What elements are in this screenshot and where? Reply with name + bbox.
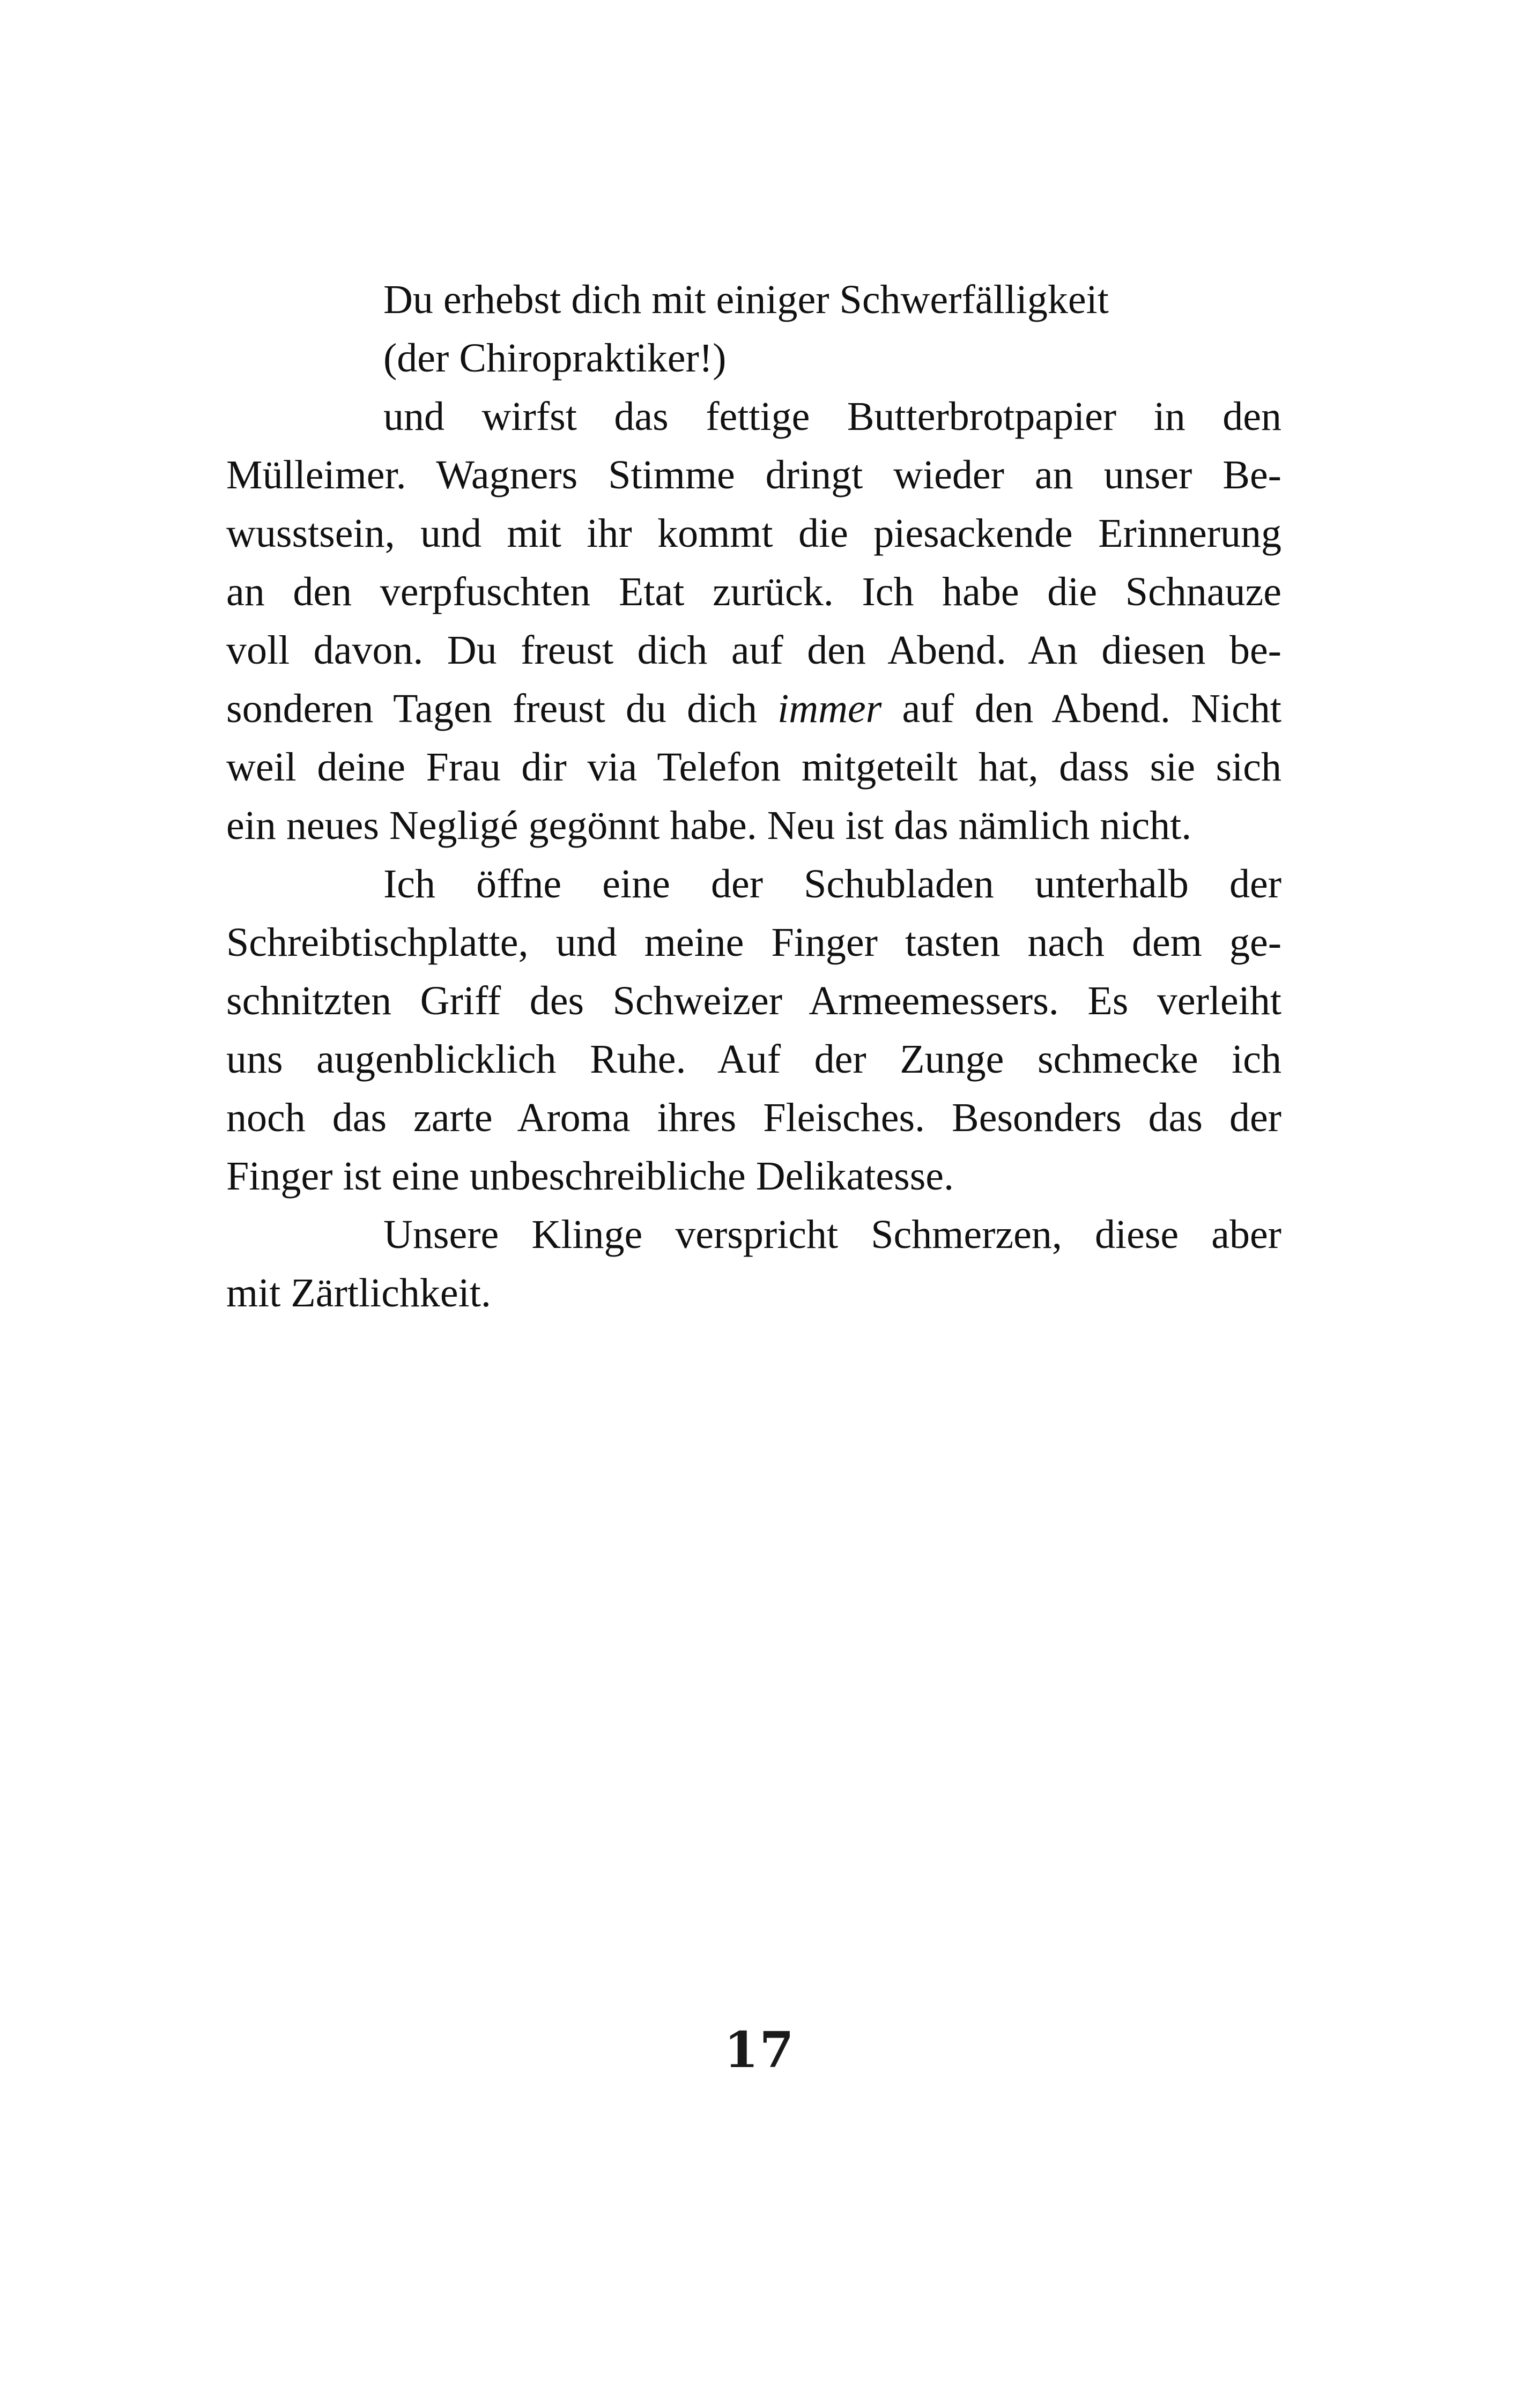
- text-line: ein neues Negligé gegönnt habe. Neu ist das nämlich nicht.: [226, 803, 1192, 848]
- text-line: Finger ist eine unbeschreibliche Delikatesse.: [226, 1154, 954, 1199]
- text-segment: auf den Abend. Nicht: [881, 686, 1281, 731]
- text-line: noch das zarte Aroma ihres Fleisches. Besonders das der: [226, 1095, 1281, 1140]
- text-line: wusstsein, und mit ihr kommt die piesackende Erinnerung: [226, 511, 1281, 556]
- text-line: Mülleimer. Wagners Stimme dringt wieder an unser Be-: [226, 452, 1281, 497]
- text-line: an den verpfuschten Etat zurück. Ich habe die Schnauze: [226, 569, 1281, 614]
- text-line: mit Zärtlichkeit.: [226, 1270, 491, 1316]
- emphasized-word: immer: [777, 686, 882, 731]
- text-line: weil deine Frau dir via Telefon mitgeteilt hat, dass sie sich: [226, 745, 1281, 790]
- text-line: (der Chiropraktiker!): [383, 336, 727, 381]
- page-number: 17: [724, 2021, 795, 2079]
- text-line: Schreibtischplatte, und meine Finger tasten nach dem ge-: [226, 920, 1281, 965]
- text-line: Du erhebst dich mit einiger Schwerfälligkeit: [383, 277, 1109, 322]
- text-line: Unsere Klinge verspricht Schmerzen, diese aber: [383, 1212, 1281, 1257]
- text-line: uns augenblicklich Ruhe. Auf der Zunge schmecke ich: [226, 1037, 1281, 1082]
- text-segment: sonderen Tagen freust du dich: [226, 686, 778, 731]
- text-line: voll davon. Du freust dich auf den Abend. An diesen be-: [226, 628, 1281, 673]
- body-text: [226, 271, 1281, 1322]
- text-line: und wirfst das fettige Butterbrotpapier in den: [383, 394, 1281, 439]
- text-line: [226, 680, 1281, 738]
- text-line: schnitzten Griff des Schweizer Armeemessers. Es verleiht: [226, 978, 1281, 1023]
- text-line: Ich öffne eine der Schubladen unterhalb der: [383, 861, 1281, 906]
